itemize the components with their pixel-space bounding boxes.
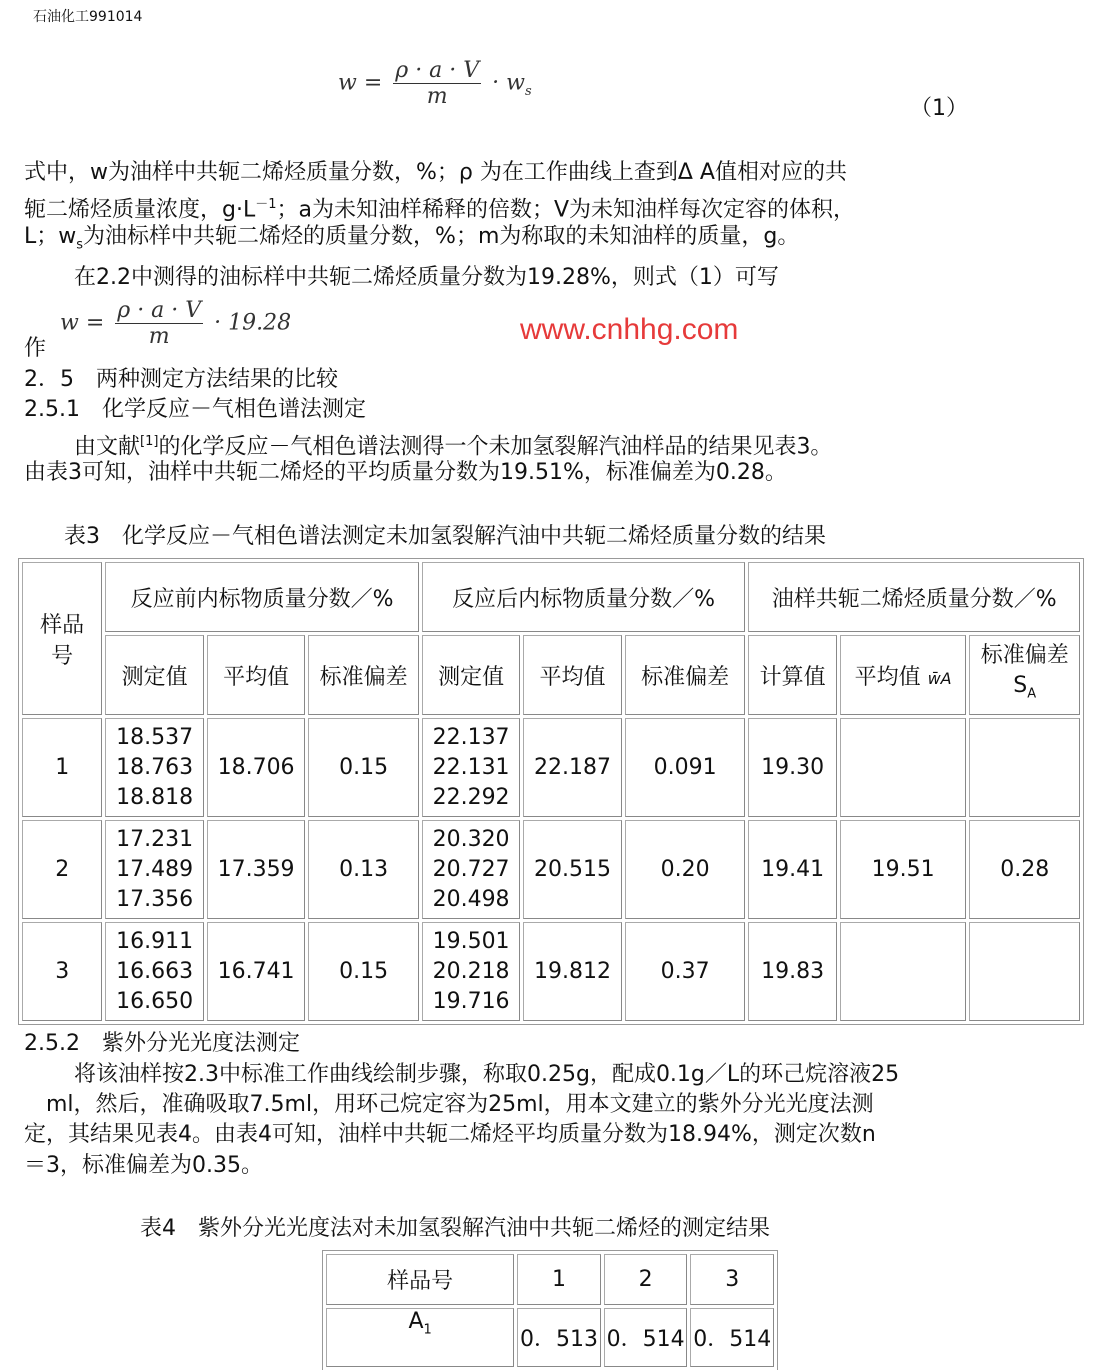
text: 轭二烯烃质量浓度，g·L bbox=[24, 197, 256, 223]
subheader: 标准偏差 bbox=[308, 635, 419, 715]
cell: 20.515 bbox=[523, 820, 621, 919]
section-heading-2-5: 2．5 两种测定方法结果的比较 bbox=[24, 367, 338, 392]
cell-after-values bbox=[422, 718, 520, 817]
formula-sub: s bbox=[525, 83, 532, 99]
cell: 18.706 bbox=[207, 718, 305, 817]
table3-caption: 表3 化学反应－气相色谱法测定未加氢裂解汽油中共轭二烯烃质量分数的结果 bbox=[64, 524, 826, 549]
para1-line1: 式中，w为油样中共轭二烯烃质量分数，%；ρ 为在工作曲线上查到Δ A值相对应的共 bbox=[24, 160, 847, 185]
denominator: m bbox=[426, 84, 448, 109]
value: 20.218 bbox=[432, 958, 510, 984]
cell: 19.83 bbox=[748, 922, 836, 1021]
numerator: ρ · a · V bbox=[117, 298, 202, 323]
subheader: 标准偏差 bbox=[625, 635, 746, 715]
table3 bbox=[18, 558, 1084, 1025]
para4-line4: ＝3，标准偏差为0.35。 bbox=[24, 1153, 263, 1178]
formula-lhs: w = bbox=[338, 70, 383, 96]
value: 20.727 bbox=[432, 856, 510, 882]
header-after: 反应后内标物质量分数／% bbox=[422, 562, 746, 632]
value: 19.501 bbox=[432, 928, 510, 954]
cell: 19.41 bbox=[748, 820, 836, 919]
formula-1 bbox=[338, 58, 532, 109]
cell-id: 2 bbox=[22, 820, 102, 919]
row-label bbox=[326, 1308, 514, 1367]
header-col: 1 bbox=[517, 1254, 601, 1305]
cell: 19.812 bbox=[523, 922, 621, 1021]
subheader: 平均值 bbox=[523, 635, 621, 715]
subscript: 1 bbox=[423, 1322, 432, 1338]
text: A bbox=[408, 1309, 424, 1335]
cell: 0．513 bbox=[517, 1308, 601, 1367]
reference-link[interactable]: [1] bbox=[140, 434, 159, 449]
source-header: 石油化工991014 bbox=[33, 9, 143, 25]
para1-line3 bbox=[24, 221, 799, 260]
formula-2 bbox=[60, 298, 291, 349]
subscript: A bbox=[1027, 686, 1037, 702]
text: L；w bbox=[24, 224, 77, 249]
text: ；a为未知油样稀释的倍数；V为未知油样每次定容的体积， bbox=[276, 197, 856, 223]
table4-caption: 表4 紫外分光光度法对未加氢裂解汽油中共轭二烯烃的测定结果 bbox=[140, 1216, 770, 1241]
cell: 0.15 bbox=[308, 718, 419, 817]
cell-empty bbox=[840, 718, 967, 817]
para2-line2: 作 bbox=[24, 336, 47, 361]
value: 16.650 bbox=[116, 988, 194, 1014]
value: 17.489 bbox=[116, 856, 194, 882]
cell: 16.741 bbox=[207, 922, 305, 1021]
symbol: S bbox=[1013, 672, 1028, 698]
formula-lhs: w = bbox=[60, 310, 105, 336]
cell-std: 0.28 bbox=[969, 820, 1080, 919]
value: 22.137 bbox=[432, 724, 510, 750]
value: 16.911 bbox=[116, 928, 194, 954]
cell: 0.15 bbox=[308, 922, 419, 1021]
table4 bbox=[322, 1250, 778, 1370]
para3-line2: 由表3可知，油样中共轭二烯烃的平均质量分数为19.51%，标准偏差为0.28。 bbox=[24, 460, 787, 485]
text: 平均值 bbox=[854, 664, 921, 690]
value: 16.663 bbox=[116, 958, 194, 984]
cell: 0.091 bbox=[625, 718, 746, 817]
denominator: m bbox=[148, 324, 170, 349]
section-heading-2-5-2: 2.5.2 紫外分光光度法测定 bbox=[24, 1031, 300, 1056]
value: 18.818 bbox=[116, 784, 194, 810]
table-row bbox=[22, 820, 1080, 919]
symbol: w̄A bbox=[927, 668, 952, 688]
cell-after-values bbox=[422, 820, 520, 919]
header-before: 反应前内标物质量分数／% bbox=[105, 562, 418, 632]
value: 18.763 bbox=[116, 754, 194, 780]
cell-before-values bbox=[105, 820, 203, 919]
cell: 0．514 bbox=[604, 1308, 688, 1367]
text: 由文献 bbox=[74, 434, 141, 460]
cell-empty bbox=[969, 718, 1080, 817]
para4-line2: ml，然后，准确吸取7.5ml，用环己烷定容为25ml，用本文建立的紫外分光光度法测 bbox=[46, 1092, 874, 1117]
value: 20.498 bbox=[432, 886, 510, 912]
value: 19.716 bbox=[432, 988, 510, 1014]
subheader: 平均值 bbox=[207, 635, 305, 715]
text: 的化学反应－气相色谱法测得一个未加氢裂解汽油样品的结果见表3。 bbox=[158, 434, 833, 460]
value: 17.356 bbox=[116, 886, 194, 912]
cell: 0.37 bbox=[625, 922, 746, 1021]
cell: 0.13 bbox=[308, 820, 419, 919]
superscript: －1 bbox=[255, 197, 277, 212]
text: 标准偏差 bbox=[980, 642, 1069, 668]
formula-fraction bbox=[115, 298, 203, 349]
formula-number: （1） bbox=[910, 96, 968, 121]
para4-line1: 将该油样按2.3中标准工作曲线绘制步骤，称取0.25g，配成0.1g／L的环己烷溶液25 bbox=[74, 1062, 900, 1087]
watermark: www.cnhhg.com bbox=[520, 313, 739, 346]
formula-tail: · 19.28 bbox=[214, 310, 292, 336]
cell-empty bbox=[969, 922, 1080, 1021]
text: 为油标样中共轭二烯烃的质量分数，%；m为称取的未知油样的质量，g。 bbox=[83, 224, 800, 249]
cell: 0．514 bbox=[690, 1308, 774, 1367]
formula-tail: · w bbox=[492, 70, 525, 96]
cell: 17.359 bbox=[207, 820, 305, 919]
value: 17.231 bbox=[116, 826, 194, 852]
para4-line3: 定，其结果见表4。由表4可知，油样中共轭二烯烃平均质量分数为18.94%，测定次数n bbox=[24, 1122, 876, 1147]
value: 22.292 bbox=[432, 784, 510, 810]
cell-before-values bbox=[105, 718, 203, 817]
cell-mean: 19.51 bbox=[840, 820, 967, 919]
cell-empty bbox=[840, 922, 967, 1021]
header-sample-no: 样品号 bbox=[326, 1254, 514, 1305]
subscript: s bbox=[76, 237, 84, 253]
cell-id: 3 bbox=[22, 922, 102, 1021]
value: 18.537 bbox=[116, 724, 194, 750]
header-oil: 油样共轭二烯烃质量分数／% bbox=[748, 562, 1080, 632]
table-row bbox=[22, 922, 1080, 1021]
cell-before-values bbox=[105, 922, 203, 1021]
header-sample-no: 样品号 bbox=[22, 562, 102, 715]
subheader-avg bbox=[840, 635, 967, 715]
para1-line2 bbox=[24, 189, 855, 225]
value: 22.131 bbox=[432, 754, 510, 780]
cell-id: 1 bbox=[22, 718, 102, 817]
cell: 22.187 bbox=[523, 718, 621, 817]
subheader: 计算值 bbox=[748, 635, 836, 715]
section-heading-2-5-1: 2.5.1 化学反应－气相色谱法测定 bbox=[24, 397, 366, 422]
table-row bbox=[22, 718, 1080, 817]
cell: 19.30 bbox=[748, 718, 836, 817]
header-col: 2 bbox=[604, 1254, 688, 1305]
header-col: 3 bbox=[690, 1254, 774, 1305]
numerator: ρ · a · V bbox=[395, 58, 480, 83]
value: 20.320 bbox=[432, 826, 510, 852]
cell-after-values bbox=[422, 922, 520, 1021]
formula-fraction bbox=[393, 58, 481, 109]
subheader-std bbox=[969, 635, 1080, 715]
subheader: 测定值 bbox=[105, 635, 203, 715]
cell: 0.20 bbox=[625, 820, 746, 919]
subheader: 测定值 bbox=[422, 635, 520, 715]
para2-line1: 在2.2中测得的油标样中共轭二烯烃质量分数为19.28%，则式（1）可写 bbox=[74, 265, 779, 290]
table-row bbox=[326, 1308, 774, 1367]
